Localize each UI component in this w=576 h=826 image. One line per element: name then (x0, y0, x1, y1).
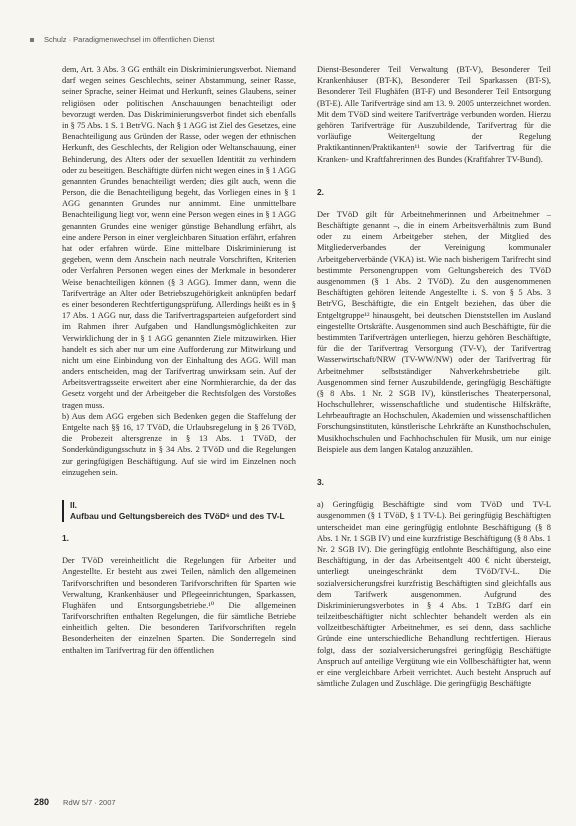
running-header (30, 35, 556, 44)
journal-issue: RdW 5/7 · 2007 (63, 798, 116, 807)
subsection-number: 2. (317, 186, 324, 197)
subsection-number: 3. (317, 477, 324, 487)
body-paragraph: a) Geringfügig Beschäftigte sind vom TVöD und TV-L ausgenommen (§ 1 TVöD, § 1 TV-L). Bei geringfügig Beschäftigten unterscheidet man eine geringfügig entlohnte Beschäftigung (§ 8 Abs. 1 Nr. 1 SGB IV) und eine kurzfristige Beschäftigung (§ 8 Abs. 1 Nr. 2 SGB IV). Die geringfügig entlohnte Beschäftigung, also eine Beschäftigung, in der das Arbeitsentgelt 400 € nicht übersteigt, unterliegt uneingeschränkt dem TVöD/TV-L. Die sozialversicherungsfrei kurzfristig Beschäftigten sind gleichfalls aus dem Tarifwerk ausgenommen. Aufgrund des Diskriminierungsverbotes in § 4 Abs. 1 TzBfG darf ein teilzeitbeschäftigter nicht schlechter behandelt werden als ein vollzeitbeschäftigter Arbeitnehmer, es sei denn, dass sachliche Gründe eine unterschiedliche Behandlung rechtfertigen. Hieraus folgt, dass der sozialversicherungsfrei geringfügig Beschäftigte Anspruch auf anteilige Vergütung wie ein Vollbeschäftigter hat, wenn er eine vergleichbare Arbeit verrichtet. Auch besteht Anspruch auf sämtliche Zulagen und Zuschläge. Die geringfügig Beschäftigte (317, 500, 551, 689)
body-paragraph: Der TVöD gilt für Arbeitnehmerinnen und Arbeitnehmer – Beschäftigte genannt –, die in einem Arbeitsverhältnis zum Bund oder zu einem Arbeitgeber stehen, der Mitglied des Mitgliederverbandes der Vereinigung kommunaler Arbeitgeberverbände (VKA) ist. Wie nach bisherigem Tarifrecht sind bestimmte Personengruppen vom Geltungsbereich des TVöD ausgenommen (§ 1 Abs. 2 TVöD). Zu den ausgenommenen Beschäftigten gehören leitende Angestellte i. S. von § 5 Abs. 3 BetrVG, Beschäftigte, die ein Entgelt beziehen, das über die Entgeltgruppe¹² hinausgeht, bei deutschen Dienststellen im Ausland eingestellte Ortskräfte. Ausgenommen sind auch Beschäftigte, für die bestimmten Tarifverträgen unterliegen, hierzu gehören Beschäftigte, für die der Tarifvertrag Versorgung (TV-V), der Tarifvertrag Wasserwirtschaft/NRW (TV-WW/NW) oder der Tarifvertrag für Arbeitnehmer selbstständiger Nahverkehrsbetriebe gilt. Ausgenommen sind ferner Auszubildende, geringfügig Beschäftigte (§ 8 Abs. 1 Nr. 2 SGB IV), künstlerisches Theaterpersonal, Hochschullehrer, wissenschaftliche und studentische Hilfskräfte, Lehrbeauftragte an Hochschulen, Akademien und wissenschaftlichen Forschungsinstituten, künstlerische Lehrkräfte an Kunsthochschulen, Musikhochschulen und Fachhochschulen für Musik, um nur einige Beispiele aus dem langen Katalog anzuzählen. (317, 209, 551, 454)
body-paragraph: dem, Art. 3 Abs. 3 GG enthält ein Diskriminierungsverbot. Niemand darf wegen seines Geschlechts, seiner Abstammung, seiner Rasse, seiner Sprache, seiner Heimat und Herkunft, seines Glaubens, seiner religiösen oder politischen Anschauungen benachteiligt oder bevorzugt werden. Das Diskriminierungsverbot findet sich ebenfalls in § 75 Abs. 1 S. 1 BetrVG. Nach § 1 AGG ist Ziel des Gesetzes, eine Benachteiligung aus Gründen der Rasse, oder wegen der ethnischen Herkunft, des Geschlechts, der Religion oder Weltanschauung, einer Behinderung, des Alters oder der sexuellen Identität zu verhindern oder zu beseitigen. Beschäftigte dürfen nicht wegen eines in § 1 AGG genannten Grundes benachteiligt werden; dies gilt auch, wenn die Person, die die Benachteiligung begeht, das Vorliegen eines in § 1 AGG genannten Grundes nur annimmt. Eine unmittelbare Benachteiligung liegt vor, wenn eine Person wegen eines in § 1 AGG genannten Grundes eine weniger günstige Behandlung erfährt, als eine andere Person in einer vergleichbaren Situation erfährt, erfahren hat oder erfahren würde. Eine mittelbare Diskriminierung ist gegeben, wenn dem Anschein nach neutrale Vorschriften, Kriterien oder Verfahren Personen wegen eines der Merkmale in besonderer Weise benachteiligen können (§ 3 AGG). Immer dann, wenn die Tarifverträge an Alter oder Betriebszugehörigkeit anknüpfen bedarf es einer besonderen Rechtfertigungsprüfung. Allerdings heißt es in § 17 Abs. 1 AGG nur, dass die Tarifvertragsparteien aufgefordert sind im Rahmen ihrer Aufgaben und Handlungsmöglichkeiten zur Verwirklichung der in § 1 AGG genannten Ziele mitzuwirken. Hier handelt es sich aber nur um eine Aufforderung zur Mitwirkung und nicht um eine Einbindung von der Einhaltung des AGG. Will man anders entscheiden, mag der Tarifvertrag unwirksam sein. Auf der Arbeitsvertragsseite erweitert aber eine Normhierarchie, da der das Gesetz vorgeht und der Arbeitgeber die Rechtsfolgen des Vorstoßes tragen muss. (62, 65, 296, 410)
page-footer (34, 797, 116, 807)
left-column (62, 64, 296, 656)
subsection-number: 1. (62, 532, 69, 543)
section-title: Aufbau und Geltungsbereich des TVöD⁶ und des TV-L (70, 510, 285, 521)
running-title: Schulz · Paradigmenwechsel im öffentlichen Dienst (44, 35, 215, 44)
section-number: II. (70, 499, 77, 510)
page-number: 280 (34, 797, 50, 807)
header-bullet-icon (30, 38, 34, 42)
right-column (317, 64, 551, 689)
body-paragraph: Der TVöD vereinheitlicht die Regelungen für Arbeiter und Angestellte. Er besteht aus zwei Teilen, nämlich den allgemeinen Tarifvorschriften und besonderen Tarifvorschriften für Sparten wie Verwaltung, Krankenhäuser und Pflegeeinrichtungen, Sparkassen, Flughäfen und Entsorgungsbetriebe.¹⁰ Die allgemeinen Tarifvorschriften enthalten Regelungen, die für sämtliche Betriebe einheitlich gelten. Die besonderen Tarifvorschriften regeln Besonderheiten der einzelnen Sparten. Die Sonderregeln sind enthalten im Tarifvertrag für den öffentlichen (62, 556, 296, 655)
body-paragraph: Dienst-Besonderer Teil Verwaltung (BT-V), Besonderer Teil Krankenhäuser (BT-K), Besonderer Teil Sparkassen (BT-S), Besonderer Teil Flughäfen (BT-F) und Besonderer Teil Entsorgung (BT-E). Alle Tarifverträge sind am 13. 9. 2005 unterzeichnet worden. Mit dem TVöD sind weitere Tarifverträge verbunden worden. Hierzu gehören Tarifverträge für Auszubildende, Tarifvertrag für die vorläufige Weitergeltung der Regelung Praktikantinnen/Praktikanten¹¹ sowie der Tarifvertrag für die Kranken- und Kraftfahrerinnen des Bundes (Kraftfahrer TV-Bund). (317, 65, 551, 164)
section-heading (62, 500, 296, 522)
body-paragraph: b) Aus dem AGG ergeben sich Bedenken gegen die Staffelung der Entgelte nach §§ 16, 17 TVöD, die Urlaubsregelung in § 26 TVöD, die Probezeit altersgrenze in § 13 Abs. 1 TVöD, der Sonderkündigungsschutz in § 34 Abs. 2 TVöD und die Regelungen zur geringfügigen Beschäftigung. Auf sie wird im Einzelnen noch einzugehen sein. (62, 411, 296, 477)
